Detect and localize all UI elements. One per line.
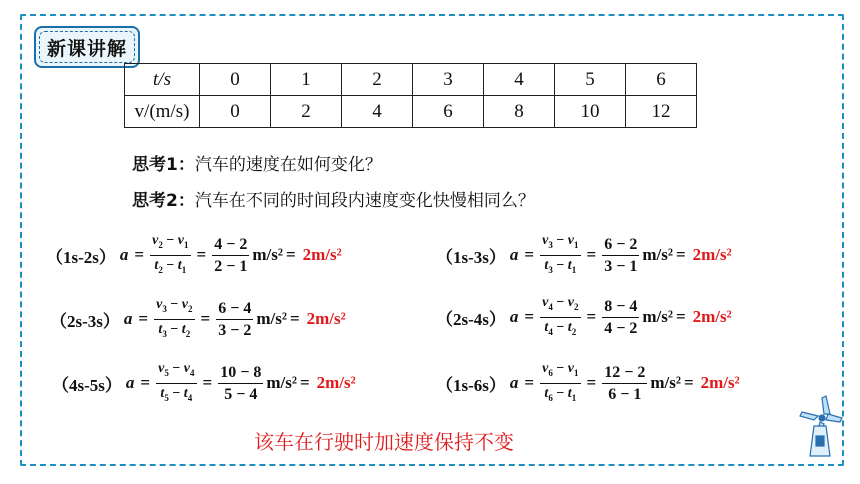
- table-cell: 3: [413, 64, 484, 96]
- equation-result: 2m/s²: [306, 309, 346, 329]
- question-text: 汽车在不同的时间段内速度变化快慢相同么？: [194, 191, 535, 211]
- fraction-numerator: $v_3 - v_1$: [540, 232, 580, 256]
- fraction-numerator: $v_2 - v_1$: [150, 232, 190, 256]
- equation-unit: m/s²: [256, 309, 287, 329]
- fraction-numerator: 10 − 8: [218, 363, 263, 384]
- fraction-denominator: 2 − 1: [214, 257, 248, 275]
- equation-variable: a: [509, 307, 519, 327]
- equation-interval: （1s-3s）: [436, 247, 506, 267]
- table-row-t: [125, 64, 697, 96]
- equation-unit: m/s²: [642, 245, 673, 265]
- fraction-numerator: 8 − 4: [602, 297, 639, 318]
- equation: [50, 296, 346, 343]
- badge-border: [39, 31, 135, 63]
- fraction-denominator: 3 − 1: [604, 257, 638, 275]
- equals-sign: =: [200, 309, 211, 329]
- fraction-denominator: $t_2 - t_1$: [154, 257, 187, 275]
- equation-interval: （2s-3s）: [50, 311, 120, 331]
- table-cell: 2: [342, 64, 413, 96]
- fraction-numerator: 6 − 2: [602, 235, 639, 256]
- equation-result: 2m/s²: [700, 373, 740, 393]
- table-row-v: [125, 96, 697, 128]
- table-cell: 6: [626, 64, 697, 96]
- fraction-numerator: 6 − 4: [216, 299, 253, 320]
- fraction-denominator: 3 − 2: [218, 321, 252, 339]
- symbolic-fraction: [540, 294, 580, 341]
- equation-unit: m/s²: [252, 245, 283, 265]
- equals-sign: =: [299, 373, 310, 393]
- table-cell: 4: [342, 96, 413, 128]
- numeric-fraction: [602, 363, 647, 404]
- numeric-fraction: [212, 235, 249, 276]
- table-header-t: t/s: [125, 64, 200, 96]
- question-label: 思考1：: [132, 155, 195, 175]
- fraction-numerator: 12 − 2: [602, 363, 647, 384]
- fraction-denominator: $t_5 - t_4$: [160, 385, 193, 403]
- question-2: [132, 186, 535, 211]
- equation-result: 2m/s²: [692, 245, 732, 265]
- symbolic-fraction: [540, 360, 580, 407]
- symbolic-fraction: [540, 232, 580, 279]
- fraction-denominator: $t_3 - t_1$: [544, 257, 577, 275]
- equation-result: 2m/s²: [316, 373, 356, 393]
- numeric-fraction: [216, 299, 253, 340]
- table-cell: 6: [413, 96, 484, 128]
- equals-sign: =: [196, 245, 207, 265]
- equals-sign: =: [683, 373, 694, 393]
- numeric-fraction: [602, 297, 639, 338]
- equals-sign: =: [140, 373, 151, 393]
- equals-sign: =: [675, 307, 686, 327]
- symbolic-fraction: [154, 296, 194, 343]
- table-cell: 0: [200, 64, 271, 96]
- data-table: [124, 63, 697, 128]
- equals-sign: =: [202, 373, 213, 393]
- table-cell: 4: [484, 64, 555, 96]
- equation-interval: （1s-6s）: [436, 375, 506, 395]
- conclusion-text: 该车在行驶时加速度保持不变: [254, 430, 514, 454]
- equation-interval: （2s-4s）: [436, 309, 506, 329]
- equation-result: 2m/s²: [302, 245, 342, 265]
- equation-variable: a: [119, 245, 129, 265]
- equation-result: 2m/s²: [692, 307, 732, 327]
- numeric-fraction: [218, 363, 263, 404]
- table-cell: 1: [271, 64, 342, 96]
- equation-unit: m/s²: [642, 307, 673, 327]
- equals-sign: =: [586, 245, 597, 265]
- equation-variable: a: [125, 373, 135, 393]
- equals-sign: =: [285, 245, 296, 265]
- equation: [436, 232, 732, 279]
- equals-sign: =: [134, 245, 145, 265]
- equals-sign: =: [524, 373, 535, 393]
- equals-sign: =: [138, 309, 149, 329]
- symbolic-fraction: [156, 360, 196, 407]
- table-cell: 5: [555, 64, 626, 96]
- equation: [52, 360, 356, 407]
- fraction-numerator: $v_5 - v_4$: [156, 360, 196, 384]
- section-badge: [34, 26, 140, 68]
- table-header-v: v/(m/s): [125, 96, 200, 128]
- equals-sign: =: [586, 373, 597, 393]
- question-text: 汽车的速度在如何变化？: [194, 155, 382, 175]
- equals-sign: =: [524, 307, 535, 327]
- question-1: [132, 150, 382, 175]
- equation-interval: （4s-5s）: [52, 375, 122, 395]
- equation-interval: （1s-2s）: [46, 247, 116, 267]
- equation-variable: a: [509, 245, 519, 265]
- fraction-denominator: 5 − 4: [224, 385, 258, 403]
- fraction-denominator: 4 − 2: [604, 319, 638, 337]
- table-cell: 12: [626, 96, 697, 128]
- equation: [436, 294, 732, 341]
- equals-sign: =: [586, 307, 597, 327]
- windmill-icon: [796, 392, 844, 460]
- fraction-numerator: $v_6 - v_1$: [540, 360, 580, 384]
- equals-sign: =: [289, 309, 300, 329]
- table-cell: 10: [555, 96, 626, 128]
- fraction-numerator: 4 − 2: [212, 235, 249, 256]
- symbolic-fraction: [150, 232, 190, 279]
- numeric-fraction: [602, 235, 639, 276]
- fraction-denominator: $t_3 - t_2$: [158, 321, 191, 339]
- table-cell: 8: [484, 96, 555, 128]
- equation-variable: a: [123, 309, 133, 329]
- fraction-numerator: $v_3 - v_2$: [154, 296, 194, 320]
- fraction-numerator: $v_4 - v_2$: [540, 294, 580, 318]
- table-cell: 2: [271, 96, 342, 128]
- badge-label: 新课讲解: [46, 37, 127, 60]
- question-label: 思考2：: [132, 191, 195, 211]
- fraction-denominator: $t_4 - t_2$: [544, 319, 577, 337]
- equals-sign: =: [675, 245, 686, 265]
- equation: [436, 360, 740, 407]
- equation-unit: m/s²: [650, 373, 681, 393]
- fraction-denominator: $t_6 - t_1$: [544, 385, 577, 403]
- equation-variable: a: [509, 373, 519, 393]
- equation: [46, 232, 342, 279]
- equals-sign: =: [524, 245, 535, 265]
- equation-unit: m/s²: [266, 373, 297, 393]
- fraction-denominator: 6 − 1: [608, 385, 642, 403]
- table-cell: 0: [200, 96, 271, 128]
